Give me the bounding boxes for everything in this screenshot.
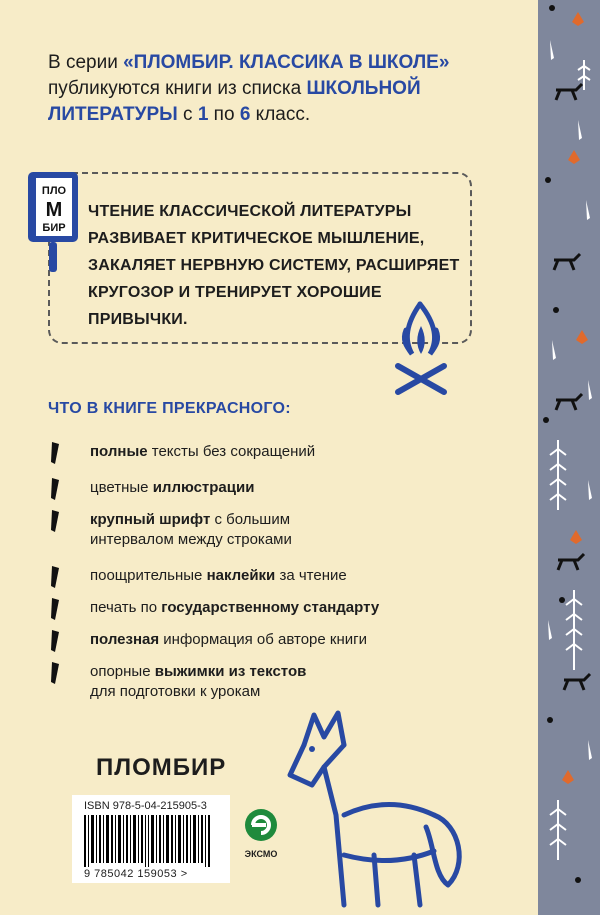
intro-text: публикуются книги из списка bbox=[48, 78, 307, 99]
fox-illustration bbox=[284, 705, 474, 915]
feature-bold: полные bbox=[90, 443, 148, 460]
grade-to: 6 bbox=[239, 104, 251, 125]
grade-from: 1 bbox=[197, 104, 209, 125]
intro-text: с bbox=[177, 104, 198, 125]
bullet-icon bbox=[50, 598, 60, 620]
bullet-icon bbox=[50, 442, 60, 464]
pattern-strip bbox=[538, 0, 600, 915]
isbn-text: ISBN 978-5-04-215905-3 bbox=[84, 800, 207, 812]
brand-logo: ПЛОМБИР bbox=[96, 754, 227, 781]
bullet-icon bbox=[50, 662, 60, 684]
eksmo-logo-icon bbox=[244, 808, 278, 842]
intro-text: В серии bbox=[48, 52, 124, 73]
animal-icon bbox=[564, 674, 590, 690]
animal-icon bbox=[554, 254, 580, 270]
feature-bold: полезная bbox=[90, 631, 160, 648]
tree-icon bbox=[550, 440, 566, 510]
quote-text: ЧТЕНИЕ КЛАССИЧЕСКОЙ ЛИТЕРАТУРЫ РАЗВИВАЕТ КРИТИЧЕСКОЕ МЫШЛЕНИЕ, ЗАКАЛЯЕТ НЕРВНУЮ СИСТЕМУ, РАСШИРЯЕТ КРУГОЗОР И ТРЕНИРУЕТ ХОРОШИЕ ПРИВЫЧКИ. bbox=[88, 203, 460, 328]
bullet-icon bbox=[50, 510, 60, 532]
ice-cream-book-icon bbox=[24, 168, 82, 283]
icon-label: М bbox=[45, 199, 63, 221]
feature-bold: государственному стандарту bbox=[161, 599, 380, 616]
flame-icon bbox=[568, 150, 580, 164]
tree-icon bbox=[566, 590, 582, 670]
barcode-bars bbox=[84, 815, 218, 867]
flame-icon bbox=[562, 770, 574, 784]
feature-text: для подготовки к урокам bbox=[90, 683, 261, 700]
bullet-icon bbox=[50, 630, 60, 652]
features-heading: ЧТО В КНИГЕ ПРЕКРАСНОГО: bbox=[48, 400, 291, 417]
feature-text: поощрительные bbox=[90, 567, 207, 584]
bullet-icon bbox=[50, 566, 60, 588]
flame-icon bbox=[576, 330, 588, 344]
series-name: «ПЛОМБИР. КЛАССИКА В ШКОЛЕ» bbox=[123, 52, 450, 73]
barcode-number: 9 785042 159053 > bbox=[84, 868, 188, 880]
animal-icon bbox=[556, 84, 582, 100]
flame-icon bbox=[572, 12, 584, 26]
animal-icon bbox=[558, 554, 584, 570]
feature-bold: наклейки bbox=[206, 567, 276, 584]
icon-label: БИР bbox=[42, 222, 66, 234]
intro-text: класс. bbox=[250, 104, 311, 125]
feature-bold: иллюстрации bbox=[152, 479, 255, 496]
publisher-logo bbox=[240, 808, 282, 859]
feature-text: тексты без сокращений bbox=[147, 443, 316, 460]
list-name: ШКОЛЬНОЙ ЛИТЕРАТУРЫ bbox=[48, 78, 421, 125]
feature-text: информация об авторе книги bbox=[159, 631, 367, 648]
feature-bold: крупный шрифт bbox=[90, 511, 211, 528]
feature-text: опорные bbox=[90, 663, 155, 680]
series-intro bbox=[48, 50, 518, 128]
feature-text: печать по bbox=[90, 599, 162, 616]
campfire-icon bbox=[392, 300, 452, 405]
icon-label: ПЛО bbox=[41, 185, 67, 197]
flame-icon bbox=[570, 530, 582, 544]
feature-bold: выжимки из текстов bbox=[154, 663, 307, 680]
animal-icon bbox=[556, 394, 582, 410]
feature-text: с большим интервалом между строками bbox=[90, 511, 292, 548]
feature-text: за чтение bbox=[275, 567, 347, 584]
tree-icon bbox=[550, 800, 566, 860]
bullet-icon bbox=[50, 478, 60, 500]
publisher-name: ЭКСМО bbox=[244, 849, 278, 859]
feature-text: цветные bbox=[90, 479, 153, 496]
intro-text: по bbox=[208, 104, 240, 125]
